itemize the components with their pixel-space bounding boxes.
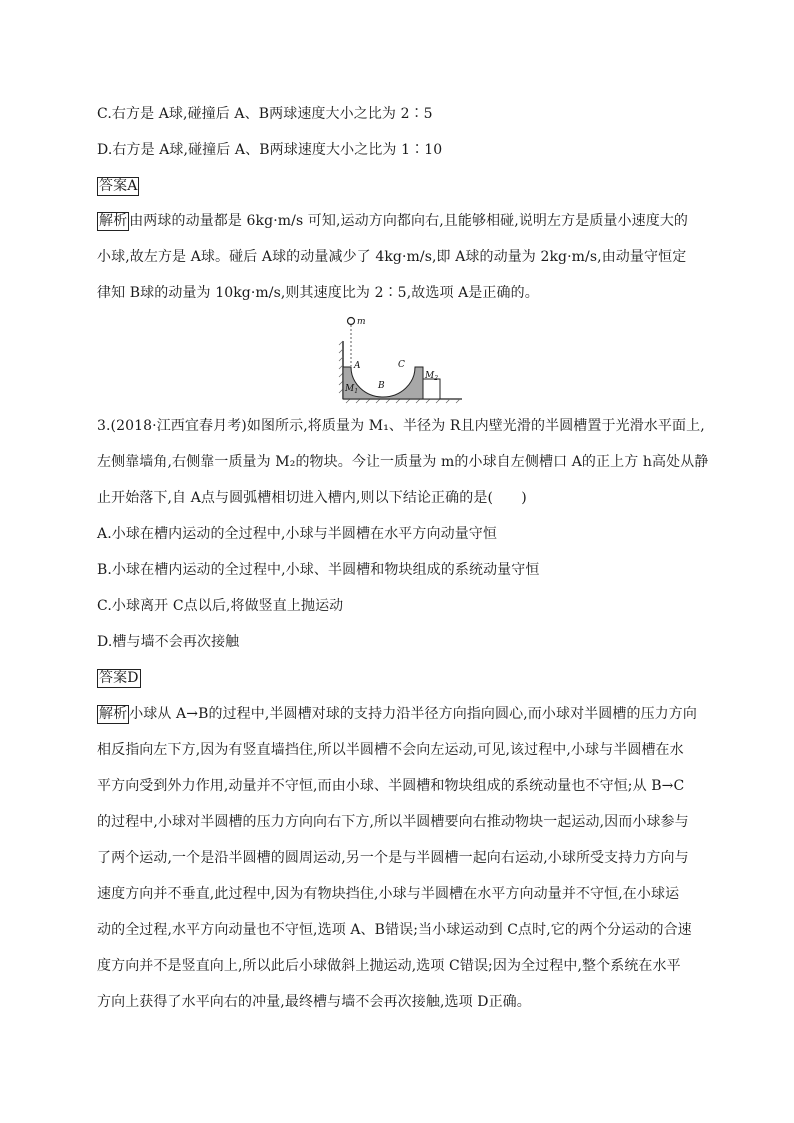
question3-answer-line: [97, 668, 141, 688]
question3-option-a: A.小球在槽内运动的全过程中,小球与半圆槽在水平方向动量守恒: [97, 526, 498, 542]
label-b: B: [378, 381, 385, 391]
question3-stem-2: 左侧靠墙角,右侧靠一质量为 M₂的物块。今让一质量为 m的小球自左侧槽口 A的正上方 h高处从静: [97, 454, 709, 470]
question3-analysis-line-6: 速度方向并不垂直,此过程中,因为有物块挡住,小球与半圆槽在水平方向动量并不守恒,在小球运: [97, 886, 680, 902]
question3-answer-tag: 答案D: [99, 670, 139, 686]
ground-hatching: [346, 399, 460, 403]
question3-analysis-line-2: 相反指向左下方,因为有竖直墙挡住,所以半圆槽不会向左运动,可见,该过程中,小球与半圆槽在水: [97, 742, 684, 758]
question3-stem-1: 3.(2018·江西宜春月考)如图所示,将质量为 M₁、半径为 R且内壁光滑的半圆槽置于光滑水平面上,: [97, 418, 705, 434]
analysis-line-3: 律知 B球的动量为 10kg·m/s,则其速度比为 2∶5,故选项 A是正确的。: [97, 285, 539, 301]
option-d: D.右方是 A球,碰撞后 A、B两球速度大小之比为 1∶10: [97, 142, 443, 158]
label-m: m: [357, 317, 366, 327]
question3-analysis-line-4: 的过程中,小球对半圆槽的压力方向向右下方,所以半圆槽要向右推动物块一起运动,因而小球参与: [97, 814, 689, 830]
option-c: C.右方是 A球,碰撞后 A、B两球速度大小之比为 2∶5: [97, 106, 433, 122]
semicircle-groove-figure: [336, 313, 466, 405]
question3-stem-3: 止开始落下,自 A点与圆弧槽相切进入槽内,则以下结论正确的是( ): [97, 490, 527, 506]
question3-option-d: D.槽与墙不会再次接触: [97, 634, 240, 650]
ball: [348, 318, 355, 325]
question3-analysis-line-3: 平方向受到外力作用,动量并不守恒,而由小球、半圆槽和物块组成的系统动量也不守恒;从 B→C: [97, 778, 685, 794]
question3-option-b: B.小球在槽内运动的全过程中,小球、半圆槽和物块组成的系统动量守恒: [97, 562, 540, 578]
question3-analysis-line-8: 度方向并不是竖直向上,所以此后小球做斜上抛运动,选项 C错误;因为全过程中,整个系统在水平: [97, 958, 681, 974]
label-m1: $M_1$: [345, 384, 359, 395]
answer-line: [97, 176, 139, 196]
question3-option-c: C.小球离开 C点以后,将做竖直上抛运动: [97, 598, 344, 614]
analysis-line-1: 解析 由两球的动量都是 6kg·m/s 可知,运动方向都向右,且能够相碰,说明左方是质量小速度大的: [99, 213, 689, 229]
question3-analysis-line-1: 解析 小球从 A→B的过程中,半圆槽对球的支持力沿半径方向指向圆心,而小球对半圆槽的压力方向: [99, 706, 697, 722]
question3-analysis-line-5: 了两个运动,一个是沿半圆槽的圆周运动,另一个是与半圆槽一起向右运动,小球所受支持力方向与: [97, 850, 689, 866]
label-c: C: [398, 360, 405, 370]
answer-tag: 答案A: [99, 178, 138, 194]
analysis-tag: 解析: [99, 213, 128, 229]
question3-analysis-line-9: 方向上获得了水平向右的冲量,最终槽与墙不会再次接触,选项 D正确。: [97, 994, 531, 1010]
block-m2: [423, 379, 440, 399]
analysis-line-2: 小球,故左方是 A球。碰后 A球的动量减少了 4kg·m/s,即 A球的动量为 2kg·m/s,由动量守恒定: [97, 249, 687, 265]
label-a: A: [354, 361, 361, 371]
question3-analysis-tag: 解析: [99, 706, 128, 722]
label-m2: $M_2$: [425, 371, 439, 382]
question3-analysis-line-7: 动的全过程,水平方向动量也不守恒,选项 A、B错误;当小球运动到 C点时,它的两个分运动的合速: [97, 922, 692, 938]
